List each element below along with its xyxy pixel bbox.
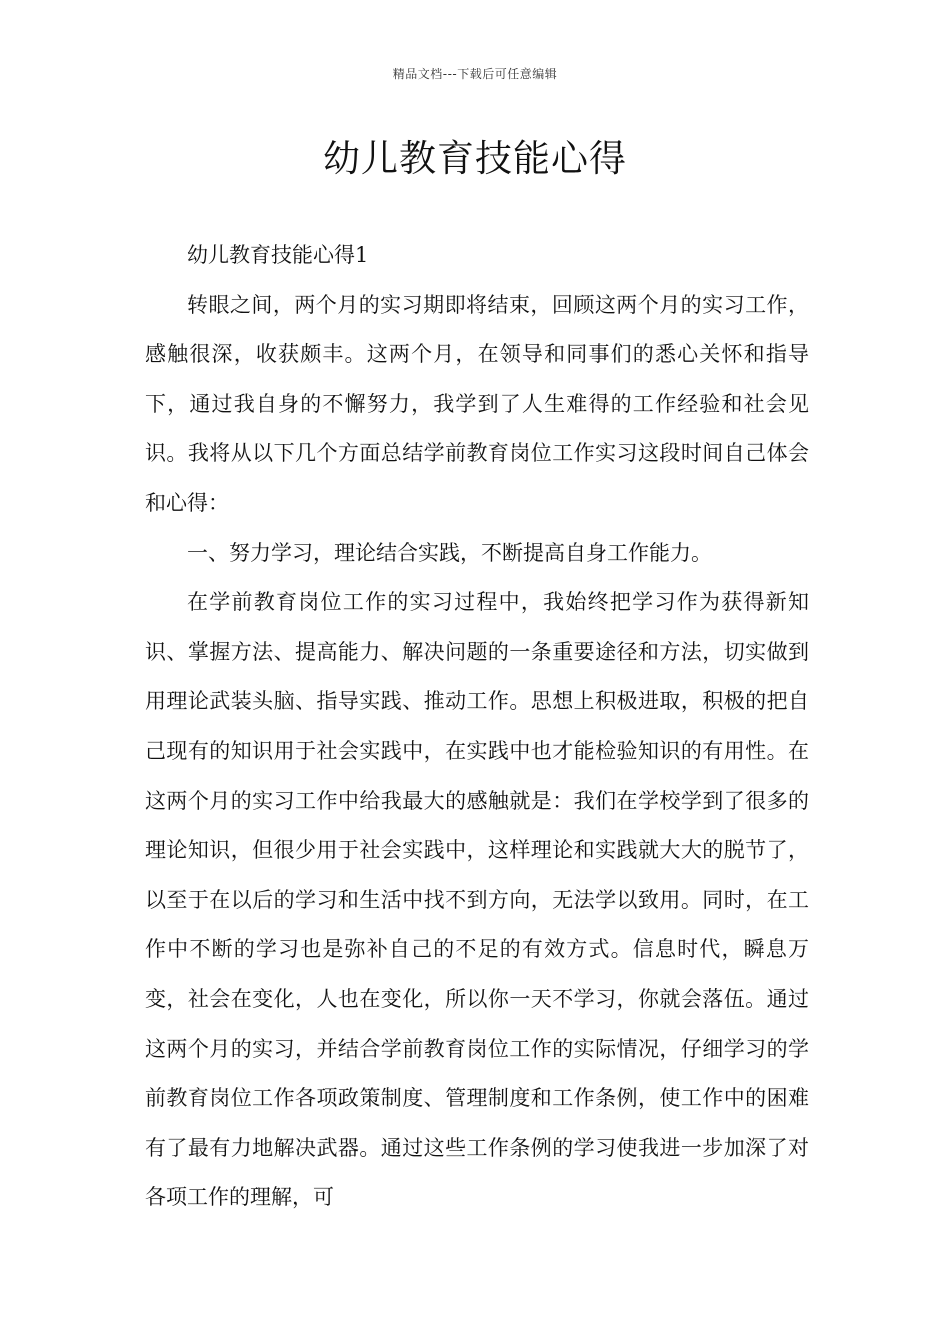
body-paragraph: 在学前教育岗位工作的实习过程中，我始终把学习作为获得新知识、掌握方法、提高能力、解决问题的一条重要途径和方法，切实做到用理论武装头脑、指导实践、推动工作。思想上积极进取，积极的把自己现有的知识用于社会实践中，在实践中也才能检验知识的有用性。在这两个月的实习工作中给我最大的感触就是：我们在学校学到了很多的理论知识，但很少用于社会实践中，这样理论和实践就大大的脱节了，以至于在以后的学习和生活中找不到方向，无法学以致用。同时，在工作中不断的学习也是弥补自己的不足的有效方式。信息时代，瞬息万变，社会在变化，人也在变化，所以你一天不学习，你就会落伍。通过这两个月的实习，并结合学前教育岗位工作的实际情况，仔细学习的学前教育岗位工作各项政策制度、管理制度和工作条例，使工作中的困难有了最有力地解决武器。通过这些工作条例的学习使我进一步加深了对各项工作的理解，可: [145, 590, 809, 1210]
page-header: 精品文档---下载后可任意编辑: [392, 67, 558, 81]
subsection-heading: 一、努力学习，理论结合实践，不断提高自身工作能力。: [187, 540, 712, 565]
body-paragraph: 转眼之间，两个月的实习期即将结束，回顾这两个月的实习工作，感触很深，收获颇丰。这两个月，在领导和同事们的悉心关怀和指导下，通过我自身的不懈努力，我学到了人生难得的工作经验和社会见识。我将从以下几个方面总结学前教育岗位工作实习这段时间自己体会和心得：: [145, 292, 809, 515]
section-heading: 幼儿教育技能心得1: [187, 243, 369, 267]
document-body: [145, 231, 809, 1223]
document-title: 幼儿教育技能心得: [323, 137, 627, 180]
